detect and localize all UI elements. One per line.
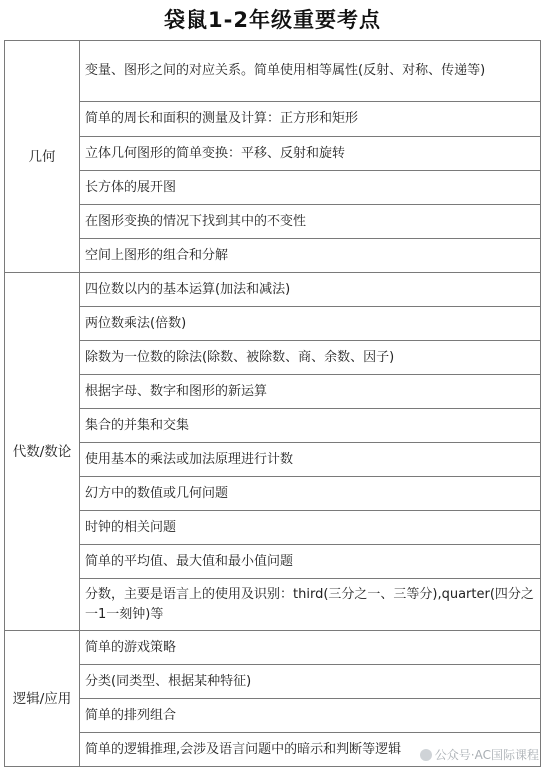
table-row: [5, 631, 541, 665]
topic-cell: 集合的并集和交集: [80, 409, 541, 443]
table-row: [5, 171, 541, 205]
topic-cell: 分类(同类型、根据某种特征): [80, 665, 541, 699]
table-row: [5, 41, 541, 102]
table-row: [5, 137, 541, 171]
table-row: [5, 511, 541, 545]
table-row: [5, 477, 541, 511]
topic-cell: 四位数以内的基本运算(加法和减法): [80, 273, 541, 307]
table-row: [5, 665, 541, 699]
topic-cell: 简单的游戏策略: [80, 631, 541, 665]
table-row: [5, 341, 541, 375]
topic-cell: 时钟的相关问题: [80, 511, 541, 545]
table-row: [5, 205, 541, 239]
topic-cell: 变量、图形之间的对应关系。简单使用相等属性(反射、对称、传递等): [80, 41, 541, 102]
topic-cell: 根据字母、数字和图形的新运算: [80, 375, 541, 409]
table-row: [5, 699, 541, 733]
topic-cell: 简单的平均值、最大值和最小值问题: [80, 545, 541, 579]
watermark: [420, 746, 539, 763]
table-row: [5, 409, 541, 443]
table-row: [5, 375, 541, 409]
topic-cell: 简单的周长和面积的测量及计算：正方形和矩形: [80, 102, 541, 137]
page-title: 袋鼠1-2年级重要考点: [164, 8, 381, 32]
table-row: [5, 545, 541, 579]
topic-cell: 除数为一位数的除法(除数、被除数、商、余数、因子): [80, 341, 541, 375]
category-cell: 逻辑/应用: [5, 631, 80, 767]
watermark-text: 公众号·AC国际课程: [434, 748, 539, 762]
table-row: [5, 102, 541, 137]
table-row: [5, 239, 541, 273]
key-points-table: [4, 40, 541, 767]
topic-cell: 简单的排列组合: [80, 699, 541, 733]
category-cell: 几何: [5, 41, 80, 273]
table-row: [5, 307, 541, 341]
topic-cell: 使用基本的乘法或加法原理进行计数: [80, 443, 541, 477]
topic-cell: 长方体的展开图: [80, 171, 541, 205]
topic-cell: 幻方中的数值或几何问题: [80, 477, 541, 511]
wechat-icon: [420, 749, 432, 761]
table-row: [5, 273, 541, 307]
topic-cell: 简单的逻辑推理,会涉及语言问题中的暗示和判断等逻辑: [80, 733, 541, 767]
table-row: [5, 579, 541, 631]
table-row: [5, 443, 541, 477]
topic-cell: 分数，主要是语言上的使用及识别：third(三分之一、三等分),quarter(四分之一1一刻钟)等: [80, 579, 541, 631]
topic-cell: 在图形变换的情况下找到其中的不变性: [80, 205, 541, 239]
topic-cell: 立体几何图形的简单变换：平移、反射和旋转: [80, 137, 541, 171]
topic-cell: 两位数乘法(倍数): [80, 307, 541, 341]
table-body: [5, 41, 541, 767]
topic-cell: 空间上图形的组合和分解: [80, 239, 541, 273]
category-cell: 代数/数论: [5, 273, 80, 631]
